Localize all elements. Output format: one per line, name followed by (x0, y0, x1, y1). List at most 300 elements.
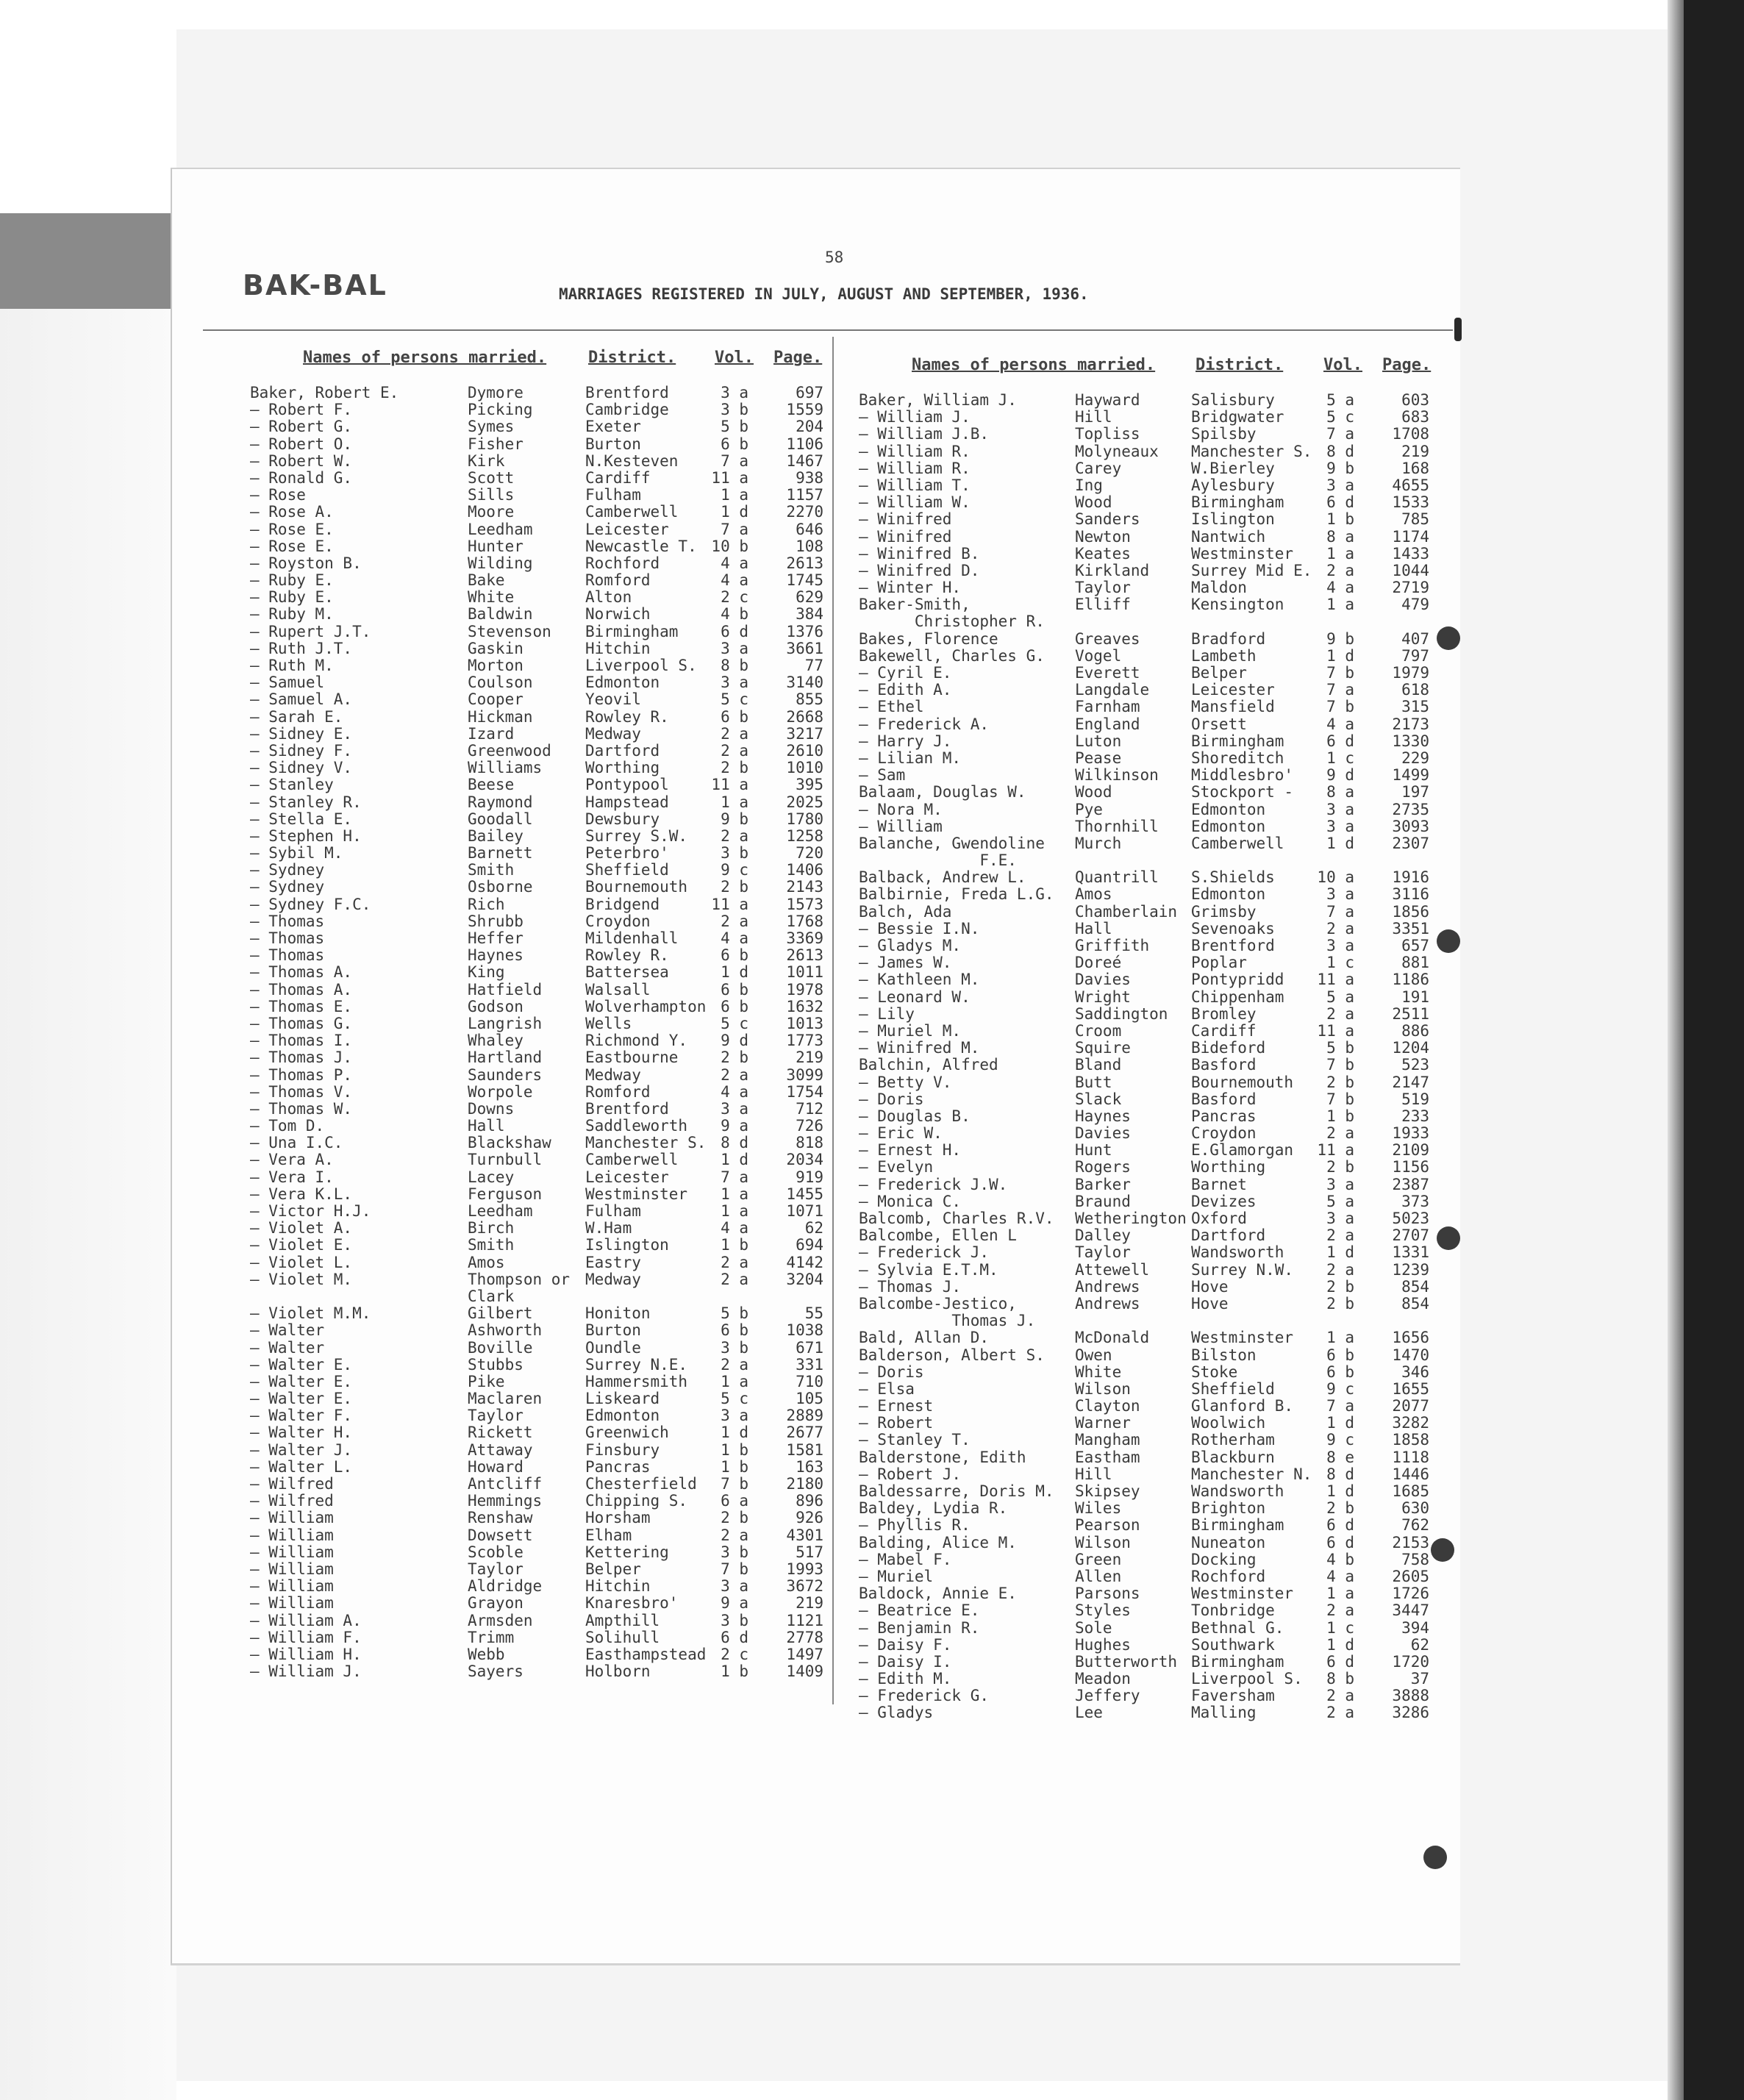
entry-name: — Winifred (859, 527, 952, 546)
entry-spouse: Sayers (468, 1663, 523, 1681)
entry-page: 5023 (1392, 1210, 1429, 1227)
register-entry (859, 1074, 1432, 1090)
entry-district: Wandsworth (1191, 1243, 1284, 1262)
entry-page: 3661 (786, 639, 823, 657)
entry-vol: 9 b (1326, 629, 1354, 648)
entry-name: — William (250, 1526, 334, 1544)
entry-district: Shoreditch (1191, 749, 1284, 767)
entry-district: Yeovil (585, 690, 641, 709)
entry-name: — Vera A. (250, 1151, 334, 1169)
entry-page: 3447 (1392, 1601, 1429, 1620)
entry-name: Balch, Ada (859, 902, 952, 921)
entry-vol: 6 b (721, 707, 748, 726)
entry-name: — Evelyn (859, 1158, 934, 1176)
register-entry (250, 1390, 823, 1407)
entry-name: — Leonard W. (859, 988, 971, 1006)
entry-page: 1330 (1392, 732, 1429, 750)
entry-page: 1581 (786, 1440, 823, 1459)
entry-vol: 6 d (1326, 1533, 1354, 1551)
entry-name: — Violet E. (250, 1236, 353, 1254)
entry-district: Brentford (1191, 937, 1275, 954)
entry-district: Pancras (585, 1457, 651, 1476)
entry-name: — Ernest (859, 1397, 934, 1415)
entry-spouse: Shrubb (468, 912, 523, 930)
entry-district: Salisbury (1191, 391, 1275, 409)
register-entry (859, 988, 1432, 1005)
entry-name: — William A. (250, 1611, 362, 1629)
entry-vol: 1 d (1326, 1243, 1354, 1262)
entry-district: Docking (1191, 1550, 1257, 1568)
entry-vol: 9 d (721, 1032, 748, 1050)
entry-vol: 8 d (1326, 442, 1354, 460)
entry-vol: 3 a (1326, 885, 1354, 904)
entry-spouse: Thompson or (468, 1270, 571, 1288)
entry-district: Birmingham (1191, 493, 1284, 512)
entry-name: — Winifred D. (859, 561, 980, 579)
entry-name: — Winifred M. (859, 1039, 980, 1057)
entry-spouse: Wilding (468, 554, 533, 572)
entry-name: — Rose E. (250, 537, 334, 555)
entry-page: 3888 (1392, 1687, 1429, 1705)
entry-district: Stoke (1191, 1362, 1238, 1381)
register-entry (250, 1288, 823, 1304)
entry-name: — Thomas J. (250, 1049, 353, 1067)
left-header-vol: Vol. (715, 349, 754, 367)
entry-district: Islington (1191, 510, 1275, 529)
entry-spouse: Bake (468, 571, 505, 590)
entry-district: Dewsbury (585, 810, 660, 828)
entry-page: 2180 (786, 1475, 823, 1493)
entry-name: — Ruth J.T. (250, 639, 353, 657)
register-entry (250, 538, 823, 554)
entry-spouse: Leedham (468, 520, 533, 538)
entry-spouse: Slack (1075, 1090, 1122, 1108)
entry-vol: 5 c (721, 1390, 748, 1408)
entry-name: — Violet M.M. (250, 1304, 371, 1323)
entry-district: Liskeard (585, 1390, 660, 1408)
entry-page: 1559 (786, 401, 823, 419)
entry-spouse: Moore (468, 503, 515, 521)
register-entry (859, 1363, 1432, 1380)
entry-district: Sheffield (585, 861, 669, 879)
entry-spouse: Wilson (1075, 1379, 1131, 1398)
left-entries (250, 384, 823, 1679)
register-entry (859, 698, 1432, 715)
entry-spouse: Birch (468, 1219, 515, 1238)
entry-name: — Ruby M. (250, 605, 334, 624)
register-entry (250, 418, 823, 435)
entry-district: Bilston (1191, 1346, 1257, 1364)
entry-page: 2077 (1392, 1397, 1429, 1415)
entry-spouse: Saunders (468, 1065, 543, 1084)
entry-name: Thomas J. (859, 1312, 1036, 1330)
entry-name: Balding, Alice M. (859, 1533, 1017, 1551)
entry-vol: 3 a (1326, 937, 1354, 954)
entry-district: Wolverhampton (585, 997, 707, 1015)
entry-district: Peterbro' (585, 844, 669, 863)
entry-page: 1071 (786, 1202, 823, 1220)
entry-district: W.Bierley (1191, 459, 1275, 477)
register-entry (859, 1158, 1432, 1175)
entry-vol: 6 b (721, 980, 748, 999)
entry-name: — Benjamin R. (859, 1618, 980, 1637)
entry-vol: 2 a (1326, 1260, 1354, 1279)
entry-page: 1632 (786, 997, 823, 1015)
entry-page: 1331 (1392, 1243, 1429, 1262)
entry-vol: 3 b (721, 401, 748, 419)
entry-district: Medway (585, 724, 641, 743)
entry-district: Medway (585, 1065, 641, 1084)
entry-spouse: Attewell (1075, 1260, 1150, 1279)
entry-spouse: Saddington (1075, 1004, 1168, 1023)
entry-spouse: Langdale (1075, 681, 1150, 699)
entry-page: 219 (796, 1594, 823, 1613)
register-entry (859, 1568, 1432, 1585)
entry-page: 315 (1401, 698, 1429, 716)
section-label: BAK-BAL (243, 269, 387, 301)
entry-page: 163 (796, 1457, 823, 1476)
register-entry (250, 1032, 823, 1049)
entry-name: — Winifred B. (859, 544, 980, 562)
punch-hole (1437, 1226, 1460, 1250)
entry-spouse: Sills (468, 486, 515, 504)
entry-district: Bromley (1191, 1004, 1257, 1023)
entry-vol: 7 a (1326, 1397, 1354, 1415)
entry-page: 1409 (786, 1663, 823, 1681)
entry-spouse: Morton (468, 657, 523, 674)
entry-district: Bournemouth (585, 878, 688, 896)
entry-name: — Sarah E. (250, 707, 343, 726)
entry-district: Camberwell (1191, 834, 1284, 852)
entry-spouse: Lacey (468, 1168, 515, 1186)
entry-name: Balbirnie, Freda L.G. (859, 885, 1054, 904)
entry-district: Eastbourne (585, 1049, 679, 1067)
entry-spouse: Dowsett (468, 1526, 533, 1544)
entry-spouse: Hickman (468, 707, 533, 726)
register-entry (859, 1397, 1432, 1414)
entry-name: Balchin, Alfred (859, 1056, 998, 1074)
entry-page: 3286 (1392, 1704, 1429, 1722)
entry-spouse: McDonald (1075, 1329, 1150, 1347)
punch-hole (1423, 1846, 1447, 1869)
entry-vol: 4 b (1326, 1550, 1354, 1568)
entry-page: 219 (796, 1049, 823, 1067)
entry-name: — Thomas (250, 912, 325, 930)
entry-vol: 3 b (721, 844, 748, 863)
register-entry (859, 1261, 1432, 1278)
entry-vol: 5 c (721, 1014, 748, 1032)
left-header-district: District. (588, 349, 676, 367)
register-entry (859, 1414, 1432, 1431)
entry-name: — Una I.C. (250, 1134, 343, 1152)
entry-vol: 6 d (1326, 732, 1354, 750)
register-entry (250, 1646, 823, 1663)
register-entry (859, 664, 1432, 681)
entry-vol: 3 b (721, 1543, 748, 1561)
entry-spouse: Renshaw (468, 1509, 533, 1527)
entry-vol: 6 b (721, 1321, 748, 1340)
entry-vol: 11 a (1317, 1021, 1354, 1040)
entry-name: — Sidney E. (250, 724, 353, 743)
entry-page: 1768 (786, 912, 823, 930)
entry-district: Fulham (585, 486, 641, 504)
entry-page: 1376 (786, 622, 823, 640)
entry-page: 1916 (1392, 868, 1429, 887)
register-entry (859, 1090, 1432, 1107)
register-entry (859, 528, 1432, 545)
entry-page: 1933 (1392, 1124, 1429, 1143)
entry-name: — Betty V. (859, 1073, 952, 1091)
register-entry (859, 801, 1432, 818)
entry-name: — Edith M. (859, 1670, 952, 1688)
entry-district: Middlesbro' (1191, 766, 1294, 785)
register-entry (250, 896, 823, 913)
entry-district: Hammersmith (585, 1372, 688, 1390)
entry-spouse: Pearson (1075, 1516, 1140, 1535)
entry-vol: 1 b (721, 1236, 748, 1254)
register-entry (250, 1049, 823, 1065)
entry-vol: 2 a (721, 741, 748, 760)
entry-district: Horsham (585, 1509, 651, 1527)
entry-vol: 2 c (721, 588, 748, 607)
register-entry (250, 1577, 823, 1594)
register-entry (859, 1329, 1432, 1346)
entry-name: — Walter E. (250, 1390, 353, 1408)
entry-name: — Robert F. (250, 401, 353, 419)
register-entry (859, 579, 1432, 596)
entry-page: 3282 (1392, 1414, 1429, 1432)
entry-name: Balderson, Albert S. (859, 1346, 1045, 1364)
entry-vol: 4 a (721, 554, 748, 572)
entry-name: — Walter E. (250, 1372, 353, 1390)
entry-vol: 3 a (721, 674, 748, 692)
entry-district: Aylesbury (1191, 476, 1275, 494)
register-entry (250, 1373, 823, 1390)
entry-vol: 6 b (1326, 1362, 1354, 1381)
entry-district: N.Kesteven (585, 451, 679, 470)
entry-district: Greenwich (585, 1424, 669, 1442)
entry-district: Saddleworth (585, 1117, 688, 1135)
entry-vol: 4 b (721, 605, 748, 624)
entry-district: Rochford (1191, 1567, 1266, 1585)
entry-page: 2605 (1392, 1567, 1429, 1585)
register-entry (250, 725, 823, 742)
entry-name: — Tom D. (250, 1117, 325, 1135)
entry-page: 1186 (1392, 971, 1429, 989)
entry-district: Bournemouth (1191, 1073, 1294, 1091)
register-entry (250, 657, 823, 674)
entry-district: Birmingham (1191, 732, 1284, 750)
entry-district: Croydon (585, 912, 651, 930)
entry-name: — Nora M. (859, 800, 943, 818)
entry-district: Faversham (1191, 1687, 1275, 1705)
entry-spouse: Ferguson (468, 1185, 543, 1203)
entry-name: — Ernest H. (859, 1141, 962, 1160)
register-entry (250, 1304, 823, 1321)
entry-page: 710 (796, 1372, 823, 1390)
entry-page: 2143 (786, 878, 823, 896)
entry-name: — Rupert J.T. (250, 622, 371, 640)
entry-spouse: Wright (1075, 988, 1131, 1006)
entry-spouse: Smith (468, 861, 515, 879)
right-entries (859, 391, 1432, 1721)
punch-hole (1437, 929, 1460, 953)
register-entry (859, 1465, 1432, 1482)
entry-name: — Violet L. (250, 1253, 353, 1271)
entry-page: 2034 (786, 1151, 823, 1169)
entry-district: Cardiff (1191, 1021, 1257, 1040)
entry-spouse: Wiles (1075, 1499, 1122, 1518)
entry-district: Chesterfield (585, 1475, 697, 1493)
entry-district: Basford (1191, 1090, 1257, 1108)
entry-page: 854 (1401, 1277, 1429, 1296)
entry-page: 2677 (786, 1424, 823, 1442)
entry-district: Worthing (585, 759, 660, 777)
entry-vol: 2 b (721, 1509, 748, 1527)
entry-page: 2735 (1392, 800, 1429, 818)
left-header-names: Names of persons married. (303, 349, 547, 367)
entry-spouse: Osborne (468, 878, 533, 896)
entry-vol: 1 b (1326, 1107, 1354, 1125)
binding-tab-mark (1454, 318, 1462, 341)
register-entry (859, 443, 1432, 460)
entry-vol: 2 a (721, 1355, 748, 1374)
entry-name: F.E. (859, 851, 1017, 870)
entry-district: Medway (585, 1270, 641, 1288)
entry-page: 1156 (1392, 1158, 1429, 1176)
entry-name: — Ethel (859, 698, 924, 716)
entry-page: 3099 (786, 1065, 823, 1084)
register-entry (250, 1083, 823, 1100)
entry-district: W.Ham (585, 1219, 632, 1238)
entry-spouse: Everett (1075, 664, 1140, 682)
punch-hole (1437, 626, 1460, 650)
entry-district: Romford (585, 1082, 651, 1101)
entry-name: — Robert G. (250, 418, 353, 436)
entry-spouse: Thornhill (1075, 817, 1159, 835)
entry-page: 1239 (1392, 1260, 1429, 1279)
entry-name: — William F. (250, 1628, 362, 1646)
entry-page: 1978 (786, 980, 823, 999)
entry-spouse: Picking (468, 401, 533, 419)
entry-spouse: Wetherington (1075, 1210, 1187, 1227)
entry-spouse: Ashworth (468, 1321, 543, 1340)
entry-district: Mildenhall (585, 929, 679, 947)
right-header-page: Page. (1382, 356, 1432, 374)
entry-page: 2613 (786, 946, 823, 965)
entry-name: Baker-Smith, (859, 596, 971, 614)
register-entry (250, 554, 823, 571)
entry-vol: 11 a (1317, 971, 1354, 989)
entry-name: Balcombe-Jestico, (859, 1294, 1017, 1312)
entry-name: — Doris (859, 1362, 924, 1381)
entry-vol: 2 a (1326, 919, 1354, 938)
entry-name: — Robert W. (250, 451, 353, 470)
entry-spouse: Allen (1075, 1567, 1122, 1585)
entry-page: 2707 (1392, 1226, 1429, 1245)
entry-spouse: Taylor (1075, 1243, 1131, 1262)
entry-name: — Kathleen M. (859, 971, 980, 989)
entry-district: E.Glamorgan (1191, 1141, 1294, 1160)
entry-spouse: Haynes (468, 946, 523, 965)
entry-name: — Sidney V. (250, 759, 353, 777)
entry-name: — Rose A. (250, 503, 334, 521)
register-entry (250, 1475, 823, 1492)
register-entry (859, 562, 1432, 579)
entry-name: Christopher R. (859, 612, 1045, 631)
entry-page: 1038 (786, 1321, 823, 1340)
entry-vol: 4 a (1326, 1567, 1354, 1585)
entry-page: 2511 (1392, 1004, 1429, 1023)
entry-spouse: Murch (1075, 834, 1122, 852)
entry-district: Holborn (585, 1663, 651, 1681)
register-entry (250, 605, 823, 622)
register-entry (250, 571, 823, 588)
entry-spouse: Elliff (1075, 596, 1131, 614)
entry-spouse: Doreé (1075, 954, 1122, 972)
entry-name: — Thomas V. (250, 1082, 353, 1101)
entry-vol: 3 a (721, 1577, 748, 1596)
entry-page: 197 (1401, 783, 1429, 801)
entry-vol: 3 a (1326, 800, 1354, 818)
register-entry (859, 1687, 1432, 1704)
entry-vol: 1 b (1326, 510, 1354, 529)
scan-edge-tab (0, 213, 176, 309)
register-entry (859, 1636, 1432, 1653)
entry-spouse: Pike (468, 1372, 505, 1390)
entry-spouse: Clayton (1075, 1397, 1140, 1415)
entry-vol: 7 b (1326, 1090, 1354, 1108)
entry-vol: 4 a (721, 929, 748, 947)
entry-name: — Bessie I.N. (859, 919, 980, 938)
entry-vol: 11 a (711, 895, 748, 913)
entry-spouse: Langrish (468, 1014, 543, 1032)
entry-spouse: Topliss (1075, 425, 1140, 443)
entry-district: Wells (585, 1014, 632, 1032)
entry-district: Leicester (585, 520, 669, 538)
entry-spouse: Hemmings (468, 1492, 543, 1510)
entry-district: Hove (1191, 1294, 1229, 1312)
entry-vol: 1 d (1326, 646, 1354, 665)
entry-name: — James W. (859, 954, 952, 972)
register-entry (859, 1039, 1432, 1056)
entry-spouse: Griffith (1075, 937, 1150, 954)
entry-spouse: Kirkland (1075, 561, 1150, 579)
entry-district: Leicester (585, 1168, 669, 1186)
entry-vol: 5 b (721, 418, 748, 436)
register-entry (250, 623, 823, 640)
entry-name: — Vera K.L. (250, 1185, 353, 1203)
entry-page: 1118 (1392, 1448, 1429, 1466)
entry-vol: 2 b (721, 878, 748, 896)
entry-spouse: Raymond (468, 793, 533, 811)
entry-district: Knaresbro' (585, 1594, 679, 1613)
entry-name: — Sidney F. (250, 741, 353, 760)
entry-district: Kettering (585, 1543, 669, 1561)
entry-vol: 7 b (721, 1475, 748, 1493)
entry-district: Brighton (1191, 1499, 1266, 1518)
entry-name: — Harry J. (859, 732, 952, 750)
entry-name: — Walter H. (250, 1424, 353, 1442)
entry-spouse: Taylor (468, 1560, 523, 1578)
entry-page: 2173 (1392, 715, 1429, 733)
entry-district: Westminster (1191, 1329, 1294, 1347)
entry-name: — Thomas A. (250, 980, 353, 999)
entry-page: 168 (1401, 459, 1429, 477)
register-entry (250, 929, 823, 946)
entry-page: 657 (1401, 937, 1429, 954)
entry-page: 2668 (786, 707, 823, 726)
